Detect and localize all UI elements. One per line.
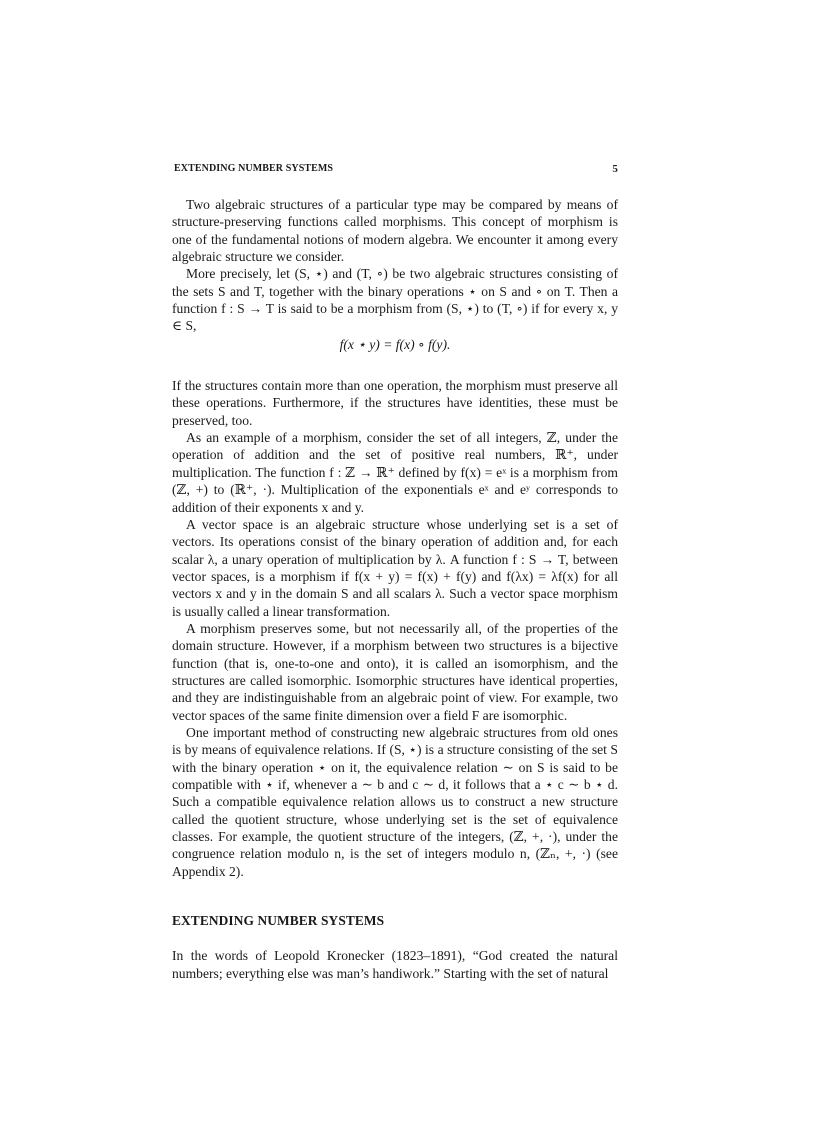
paragraph-isomorphism: A morphism preserves some, but not necessarily all, of the properties of the domain structure. However, if a morphism between two structures is a bijective function (that is, one-to-one and onto), it is called an isomorphism, and the structures are called isomorphic. Isomorphic structures have identical properties, and they are indistinguishable from an algebraic point of view. For example, two vector spaces of the same finite dimension over a field F are isomorphic. xyxy=(172,620,618,723)
paragraph-kronecker: In the words of Leopold Kronecker (1823–1891), “God created the natural numbers; everything else was man’s handiwork.” Starting with the set of natural xyxy=(172,948,618,981)
running-head xyxy=(174,163,618,174)
paragraph-preserve-operations: If the structures contain more than one operation, the morphism must preserve all these operations. Furthermore, if the structures have identities, these must be preserved, too. xyxy=(172,378,618,428)
paragraph-quotient-structure: One important method of constructing new algebraic structures from old ones is by means of equivalence relations. If (S, ⋆) is a structure consisting of the set S with the binary operation ⋆ on it, the equivalence relation ∼ on S is said to be compatible with ⋆ if, whenever a ∼ b and c ∼ d, it follows that a ⋆ c ∼ b ⋆ d. Such a compatible equivalence relation allows us to construct a new structure called the quotient structure, whose underlying set is the set of equivalence classes. For example, the quotient structure of the integers, (ℤ, +, ·), under the congruence relation modulo n, is the set of integers modulo n, (ℤₙ, +, ·) (see Appendix 2). xyxy=(172,724,618,879)
section-heading: EXTENDING NUMBER SYSTEMS xyxy=(172,913,385,929)
paragraph-morphisms-intro: Two algebraic structures of a particular type may be compared by means of structure-preserving functions called morphisms. This concept of morphism is one of the fundamental notions of modern algebra. We encounter it among every algebraic structure we consider. xyxy=(172,197,618,265)
paragraph-morphism-definition: More precisely, let (S, ⋆) and (T, ∘) be two algebraic structures consisting of the sets S and T, together with the binary operations ⋆ on S and ∘ on T. Then a function f : S → T is said to be a morphism from (S, ⋆) to (T, ∘) if for every x, y ∈ S, xyxy=(172,266,618,334)
body-text xyxy=(172,196,618,982)
running-head-title: EXTENDING NUMBER SYSTEMS xyxy=(174,163,334,174)
paragraph-vector-space: A vector space is an algebraic structure whose underlying set is a set of vectors. Its operations consist of the binary operation of addition and, for each scalar λ, a unary operation of multiplication by λ. A function f : S → T, between vector spaces, is a morphism if f(x + y) = f(x) + f(y) and f(λx) = λf(x) for all vectors x and y in the domain S and all scalars λ. Such a vector space morphism is usually called a linear transformation. xyxy=(172,516,618,619)
page-number: 5 xyxy=(612,163,618,175)
paragraph-morphism-example: As an example of a morphism, consider the set of all integers, ℤ, under the operation of addition and the set of positive real numbers, ℝ⁺, under multiplication. The function f : ℤ → ℝ⁺ defined by f(x) = eˣ is a morphism from (ℤ, +) to (ℝ⁺, ·). Multiplication of the exponentials eˣ and eʸ corresponds to addition of their exponents x and y. xyxy=(172,430,618,515)
display-equation: f(x ⋆ y) = f(x) ∘ f(y). xyxy=(339,336,451,352)
